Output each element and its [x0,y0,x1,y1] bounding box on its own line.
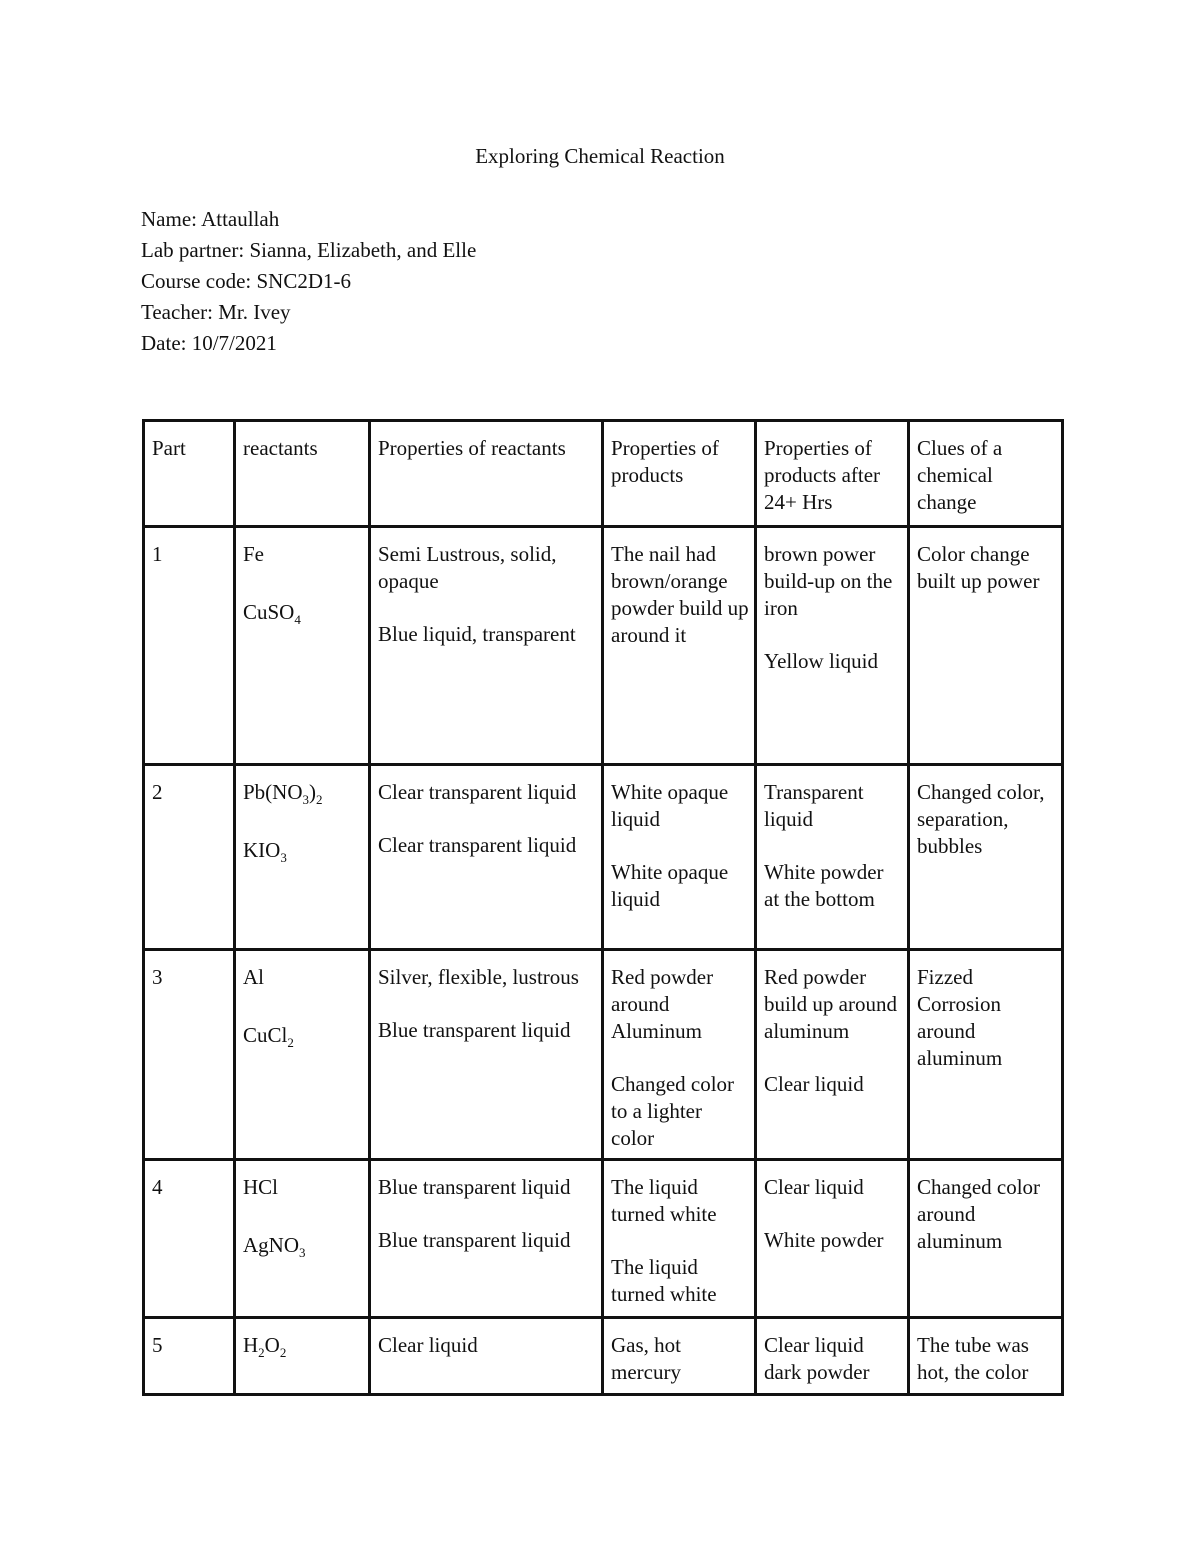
table-row [144,765,1063,950]
cell-text: White powder [764,1228,884,1252]
table-body [144,527,1063,1395]
header-cell: reactants [235,421,370,527]
lab-table [142,419,1064,1396]
cell-text: 4 [152,1175,163,1199]
header-cell: Properties of reactants [370,421,603,527]
cell-text: Clear liquid [764,1072,864,1096]
cell-text: Blue liquid, transparent [378,622,576,646]
chemical-formula: Fe [243,542,264,566]
reactants-cell [235,765,370,950]
cell-text: 1 [152,542,163,566]
chemical-formula: AgNO$_3$ [243,1233,306,1260]
chemical-formula: HCl [243,1175,279,1199]
reactant-properties-cell [370,1318,603,1395]
products-after-cell [756,1160,909,1318]
reactant-properties-cell [370,765,603,950]
chemical-formula: $Pb(NO_3)_2$ [243,780,323,807]
chemical-formula: $H_2O_2$ [243,1333,287,1360]
reactants-cell [235,527,370,765]
cell-text: Clear liquid [764,1175,864,1199]
product-properties-cell [603,1160,756,1318]
products-after-cell [756,950,909,1160]
cell-text: White opaque liquid [611,780,729,831]
cell-text: Changed color to a lighter color [611,1072,735,1150]
cell-text: Semi Lustrous, solid, opaque [378,542,557,593]
cell-text: Blue transparent liquid [378,1018,571,1042]
clues-cell [909,1160,1063,1318]
part-cell [144,527,235,765]
cell-text: Transparent liquid [764,780,864,831]
cell-text: brown power build-up on the iron [764,542,893,620]
clues-cell [909,765,1063,950]
date-line: Date: 10/7/2021 [141,331,277,355]
cell-text: Blue transparent liquid [378,1175,571,1199]
clues-cell [909,1318,1063,1395]
clues-cell [909,950,1063,1160]
page-title: Exploring Chemical Reaction [475,144,725,168]
cell-text: Clear liquid dark powder [764,1333,870,1384]
header-cell: Part [144,421,235,527]
table-row [144,1160,1063,1318]
cell-text: Blue transparent liquid [378,1228,571,1252]
reactant-properties-cell [370,527,603,765]
clues-cell [909,527,1063,765]
table-row [144,1318,1063,1395]
cell-text: Color change built up power [917,542,1040,593]
product-properties-cell [603,765,756,950]
cell-text: Gas, hot mercury [611,1333,681,1384]
cell-text: White opaque liquid [611,860,729,911]
reactants-cell [235,1160,370,1318]
name-line: Name: Attaullah [141,207,280,231]
cell-text: Clear transparent liquid [378,833,577,857]
table-row [144,527,1063,765]
cell-text: Yellow liquid [764,649,878,673]
chemical-formula: Al [243,965,264,989]
part-cell [144,765,235,950]
part-cell [144,1160,235,1318]
part-cell [144,950,235,1160]
product-properties-cell [603,527,756,765]
products-after-cell [756,1318,909,1395]
reactant-properties-cell [370,950,603,1160]
part-cell [144,1318,235,1395]
products-after-cell [756,765,909,950]
chemical-formula: CuCl$_2$ [243,1023,294,1050]
student-info [141,204,476,359]
cell-text: 2 [152,780,163,804]
table-header-row [144,421,1063,527]
cell-text: Changed color, separation, bubbles [917,780,1045,858]
cell-text: The liquid turned white [611,1175,717,1226]
cell-text: White powder at the bottom [764,860,884,911]
cell-text: Red powder around Aluminum [611,965,714,1043]
course-code-line: Course code: SNC2D1-6 [141,269,351,293]
cell-text: Red powder build up around aluminum [764,965,897,1043]
product-properties-cell [603,1318,756,1395]
chemical-formula: CuSO$_4$ [243,600,301,627]
chemical-formula: $KIO_3$ [243,838,287,865]
header-cell: Properties of products [603,421,756,527]
cell-text: The liquid turned white [611,1255,717,1306]
teacher-line: Teacher: Mr. Ivey [141,300,291,324]
cell-text: The nail had brown/orange powder build up around it [611,542,749,647]
header-cell: Clues of a chemical change [909,421,1063,527]
lab-partner-line: Lab partner: Sianna, Elizabeth, and Elle [141,238,477,262]
reactant-properties-cell [370,1160,603,1318]
cell-text: 5 [152,1333,163,1357]
reactants-cell [235,950,370,1160]
cell-text: Clear liquid [378,1333,478,1357]
products-after-cell [756,527,909,765]
product-properties-cell [603,950,756,1160]
header-cell: Properties of products after 24+ Hrs [756,421,909,527]
reactants-cell [235,1318,370,1395]
cell-text: Clear transparent liquid [378,780,577,804]
cell-text: Changed color around aluminum [917,1175,1041,1253]
table-row [144,950,1063,1160]
cell-text: The tube was hot, the color [917,1333,1029,1384]
cell-text: Fizzed Corrosion around aluminum [917,965,1003,1070]
cell-text: 3 [152,965,163,989]
cell-text: Silver, flexible, lustrous [378,965,579,989]
